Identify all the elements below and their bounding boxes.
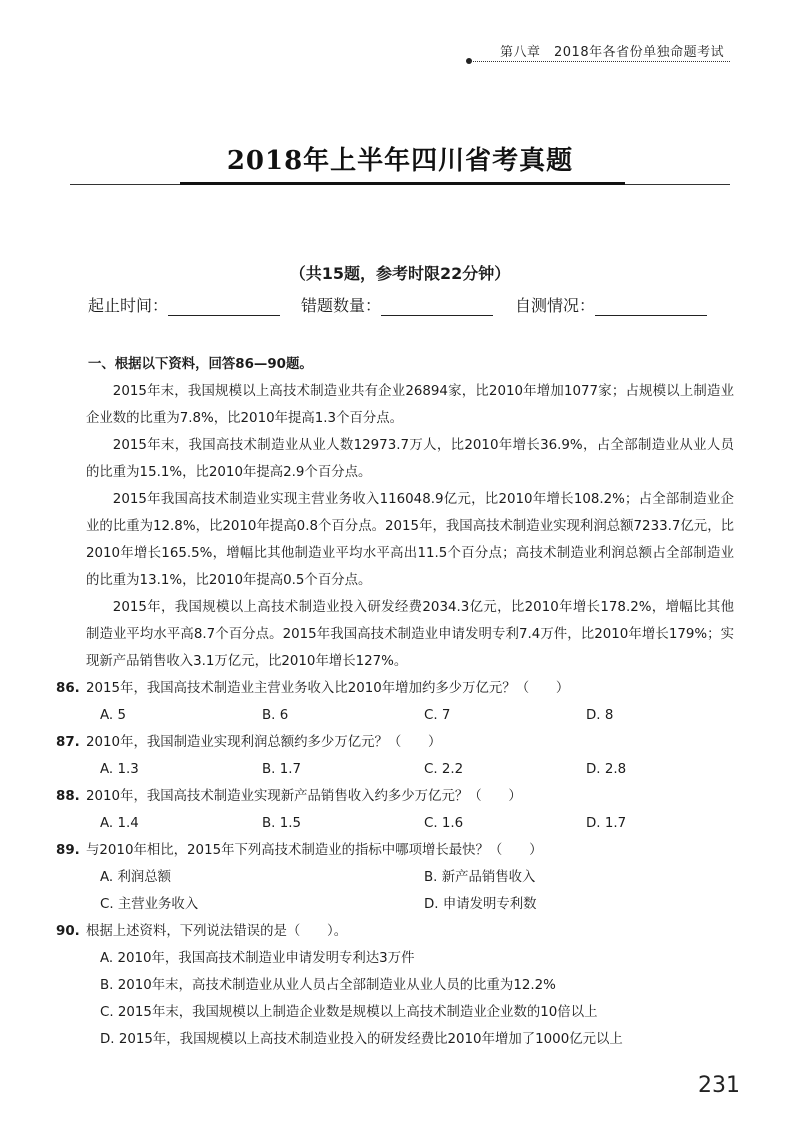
page-title: 2018年上半年四川省考真题 [226,146,574,176]
option-d[interactable]: D. 申请发明专利数 [424,897,537,912]
question-88-options [86,810,734,837]
page-number: 231 [698,1073,740,1098]
question-number: 89. [56,843,80,858]
option-d[interactable]: D. 2015年，我国规模以上高技术制造业投入的研发经费比2010年增加了1000亿元以上 [100,1032,623,1047]
option-a[interactable]: A. 2010年，我国高技术制造业申请发明专利达3万件 [100,951,415,966]
option-d[interactable]: D. 1.7 [586,816,627,831]
option-a[interactable]: A. 利润总额 [100,870,171,885]
question-stem: 根据上述资料，下列说法错误的是（ ）。 [86,924,348,939]
option-c[interactable]: C. 1.6 [424,816,464,831]
question-89-options-row1 [86,864,734,891]
question-87-options [86,756,734,783]
question-stem: 2010年，我国高技术制造业实现新产品销售收入约多少万亿元？（ ） [86,789,522,804]
option-b[interactable]: B. 1.7 [262,762,301,777]
question-number: 87. [56,735,80,750]
question-86-options [86,702,734,729]
section-heading: 一、根据以下资料，回答86—90题。 [88,357,313,372]
question-stem: 与2010年相比，2015年下列高技术制造业的指标中哪项增长最快？（ ） [86,843,543,858]
option-a[interactable]: A. 1.4 [100,816,139,831]
header-dotted-rule [470,61,730,62]
option-b[interactable]: B. 6 [262,708,289,723]
option-a[interactable]: A. 1.3 [100,762,139,777]
option-a[interactable]: A. 5 [100,708,126,723]
start-time-blank[interactable] [168,297,280,316]
option-b[interactable]: B. 1.5 [262,816,301,831]
option-b[interactable]: B. 新产品销售收入 [424,870,536,885]
start-time-field [88,293,280,316]
question-86 [56,675,734,702]
self-test-label: 自测情况： [515,296,596,315]
question-89-options-row2 [86,891,734,918]
material-paragraph-3: 2015年我国高技术制造业实现主营业务收入116048.9亿元，比2010年增长108.2%；占全部制造业企业的比重为12.8%，比2010年提高0.8个百分点。2015年，我国高技术制造业实现利润总额7233.7亿元，比2010年增长165.5%，增幅比其他制造业平均水平高出11.5个百分点；高技术制造业利润总额占全部制造业的比重为13.1%，比2010年提高0.5个百分点。 [86,492,734,588]
question-88 [56,783,734,810]
option-c[interactable]: C. 7 [424,708,451,723]
exam-subtitle: （共15题，参考时限22分钟） [289,264,511,283]
title-rule-thick [180,182,625,185]
start-time-label: 起止时间： [88,296,169,315]
question-number: 88. [56,789,80,804]
wrong-count-label: 错题数量： [301,296,382,315]
self-test-field [515,293,707,316]
question-stem: 2015年，我国高技术制造业主营业务收入比2010年增加约多少万亿元？（ ） [86,681,570,696]
question-stem: 2010年，我国制造业实现利润总额约多少万亿元？（ ） [86,735,442,750]
running-header: 第八章 2018年各省份单独命题考试 [500,45,725,60]
question-content [56,351,734,1053]
option-b[interactable]: B. 2010年末，高技术制造业从业人员占全部制造业从业人员的比重为12.2% [100,978,556,993]
option-c[interactable]: C. 主营业务收入 [100,897,199,912]
question-number: 86. [56,681,80,696]
self-test-blank[interactable] [595,297,707,316]
question-number: 90. [56,924,80,939]
material-paragraph-1: 2015年末，我国规模以上高技术制造业共有企业26894家，比2010年增加1077家；占规模以上制造业企业数的比重为7.8%，比2010年提高1.3个百分点。 [86,384,734,426]
option-d[interactable]: D. 2.8 [586,762,627,777]
option-d[interactable]: D. 8 [586,708,614,723]
option-c[interactable]: C. 2.2 [424,762,464,777]
wrong-count-field [301,293,493,316]
question-87 [56,729,734,756]
option-c[interactable]: C. 2015年末，我国规模以上制造企业数是规模以上高技术制造业企业数的10倍以上 [100,1005,598,1020]
self-record-row [88,293,728,317]
material-paragraph-4: 2015年，我国规模以上高技术制造业投入研发经费2034.3亿元，比2010年增长178.2%，增幅比其他制造业平均水平高8.7个百分点。2015年我国高技术制造业申请发明专利7.4万件，比2010年增长179%；实现新产品销售收入3.1万亿元，比2010年增长127%。 [86,600,734,669]
question-90 [56,918,734,945]
wrong-count-blank[interactable] [381,297,493,316]
material-paragraph-2: 2015年末，我国高技术制造业从业人数12973.7万人，比2010年增长36.9%，占全部制造业从业人员的比重为15.1%，比2010年提高2.9个百分点。 [86,438,734,480]
question-89 [56,837,734,864]
